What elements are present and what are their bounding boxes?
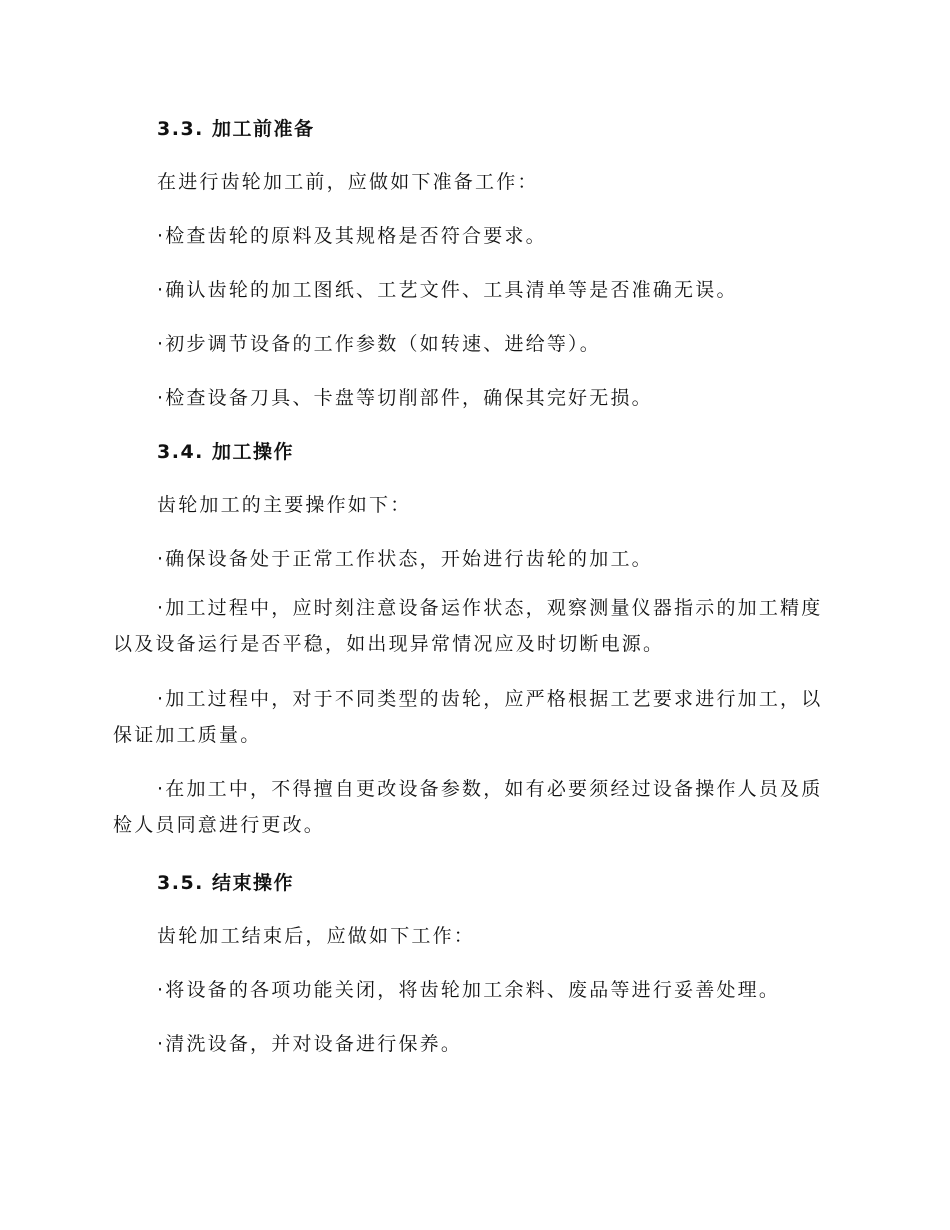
- list-item: ·将设备的各项功能关闭，将齿轮加工余料、废品等进行妥善处理。: [157, 979, 781, 1001]
- list-item: ·加工过程中，应时刻注意设备运作状态，观察测量仪器指示的加工精度以及设备运行是否平稳，如出现异常情况应及时切断电源。: [113, 597, 823, 655]
- list-item: ·加工过程中，对于不同类型的齿轮，应严格根据工艺要求进行加工，以保证加工质量。: [113, 688, 823, 746]
- list-item: ·确保设备处于正常工作状态，开始进行齿轮的加工。: [157, 548, 653, 570]
- section-intro-3-4: 齿轮加工的主要操作如下：: [157, 494, 412, 516]
- list-item: ·在加工中，不得擅自更改设备参数，如有必要须经过设备操作人员及质检人员同意进行更改。: [113, 778, 823, 836]
- list-item: ·确认齿轮的加工图纸、工艺文件、工具清单等是否准确无误。: [157, 279, 738, 301]
- list-item: ·初步调节设备的工作参数（如转速、进给等）。: [157, 333, 601, 355]
- list-item: ·清洗设备，并对设备进行保养。: [157, 1033, 463, 1055]
- section-intro-3-5: 齿轮加工结束后，应做如下工作：: [157, 925, 476, 947]
- list-item: ·检查设备刀具、卡盘等切削部件，确保其完好无损。: [157, 387, 653, 409]
- section-heading-3-3: 3.3. 加工前准备: [157, 118, 315, 140]
- section-heading-3-4: 3.4. 加工操作: [157, 441, 294, 463]
- list-item: ·检查齿轮的原料及其规格是否符合要求。: [157, 225, 547, 247]
- section-intro-3-3: 在进行齿轮加工前，应做如下准备工作：: [157, 171, 539, 193]
- section-heading-3-5: 3.5. 结束操作: [157, 872, 294, 894]
